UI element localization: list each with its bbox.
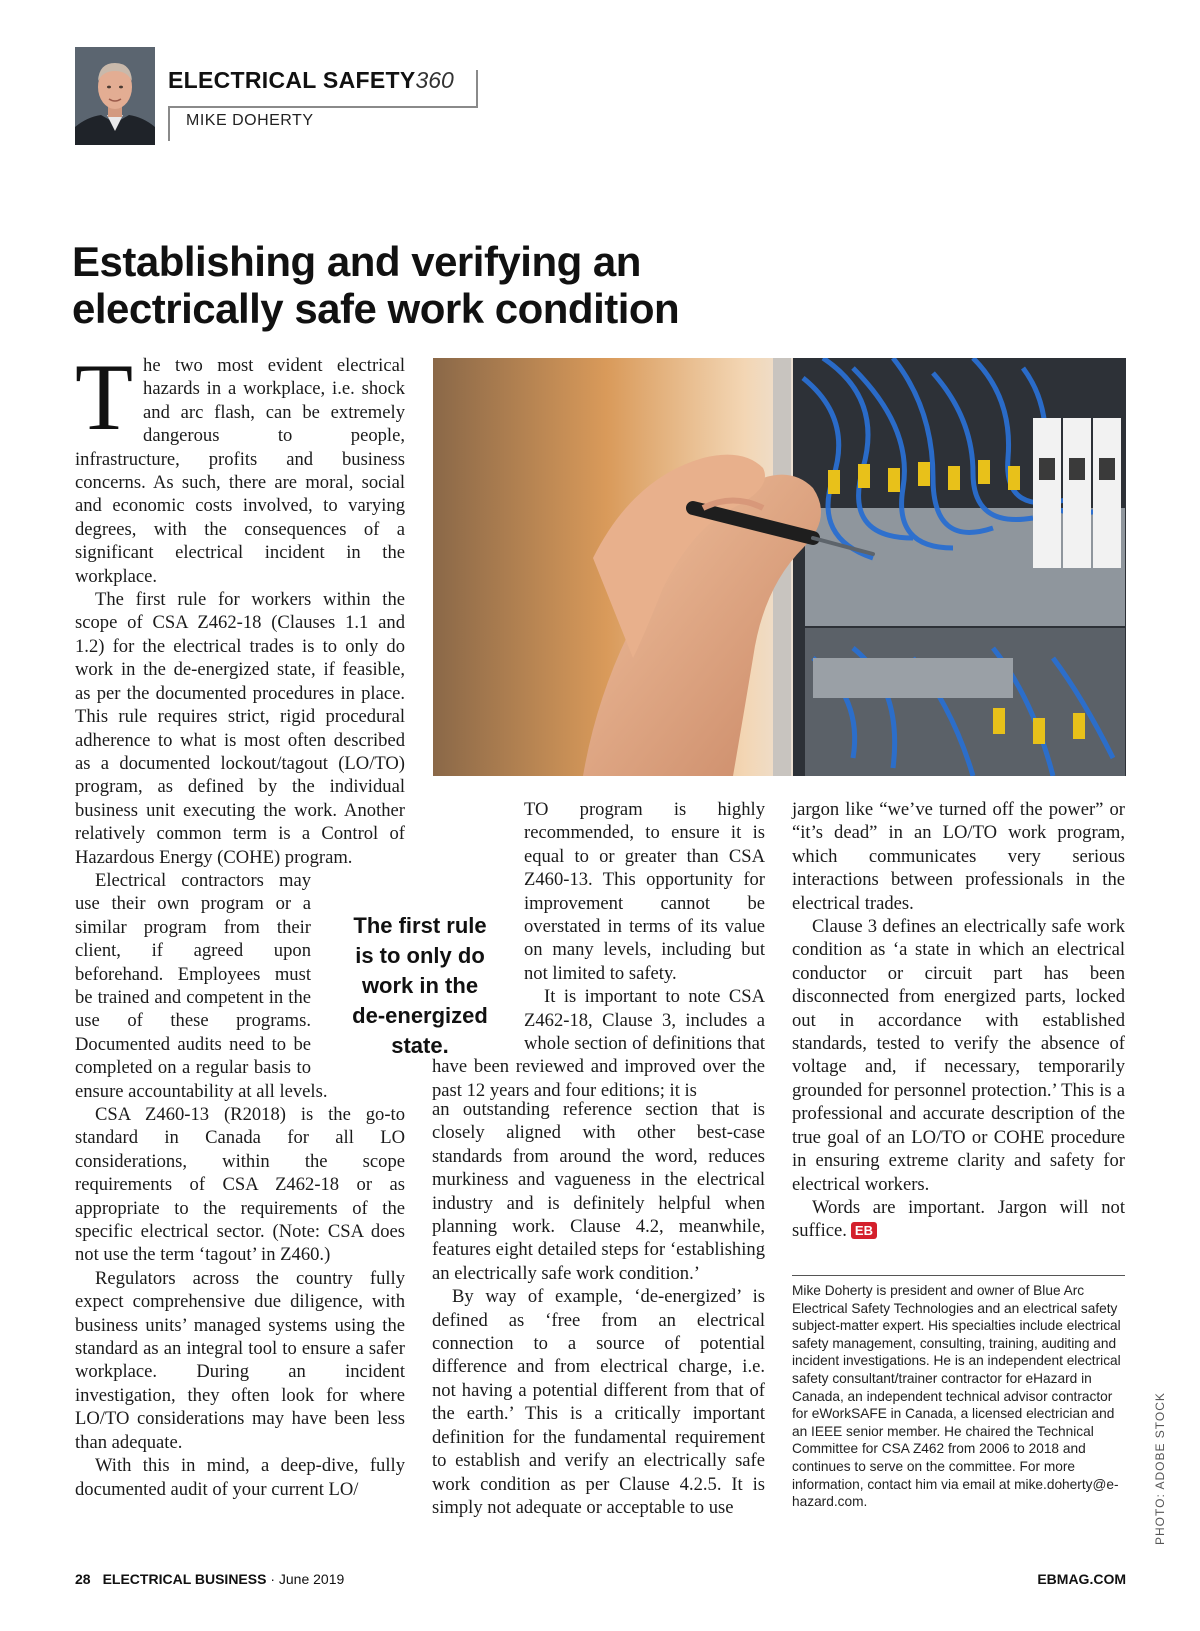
headline-line-2: electrically safe work condition xyxy=(72,285,680,332)
publication-name: ELECTRICAL BUSINESS xyxy=(102,1571,267,1587)
article-paragraph: With this in mind, a deep-dive, fully documented audit of your current LO/ xyxy=(75,1455,405,1500)
article-paragraph: The first rule for workers within the scope of CSA Z462-18 (Clauses 1.1 and 1.2) for the electrical trades is to only do work in the de-energized state, if feasible, as per the documented procedures in place. This rule requires strict, rigid procedural adherence to what is most often described as a documented lockout/tagout (LO/TO) program, as defined by the individual business unit executing the work. Another relatively common term is a Control of Hazardous Energy (COHE) program. xyxy=(75,589,405,868)
issue-date: · June 2019 xyxy=(270,1571,345,1587)
byline-rule xyxy=(168,106,170,141)
author-bio: Mike Doherty is president and owner of Blue Arc Electrical Safety Technologies and an electrical safety subject-matter expert. His specialties include electrical safety management, consulting, training, auditing and incident investigations. He is an independent electrical safety consultant/trainer contractor for eHazard in Canada, an independent technical advisor contractor for eWorkSAFE in Canada, a licensed electrician and an IEEE senior member. He chaired the Technical Committee for CSA Z462 from 2006 to 2018 and continues to serve on the committee. For more information, contact him via email at mike.doherty@e-hazard.com. xyxy=(792,1283,1121,1510)
pull-quote: The first rule is to only do work in the de-energized state. xyxy=(352,913,488,1058)
column-suffix: 360 xyxy=(415,67,454,93)
column-title-divider xyxy=(168,106,478,108)
article-paragraph: an outstanding reference section that is closely aligned with other best-case standards from around the word, reduces murkiness and vagueness in the electrical industry and is definitely helpful when planning work. Clause 4.2, meanwhile, features eight detailed steps for ‘establishing an electrically safe work condition.’ xyxy=(432,1099,765,1284)
paragraph-text: he two most evident electrical hazards in a workplace, i.e. shock and arc flash, can be extremely dangerous to people, infrastructure, profits and business concerns. As such, there are moral, social and economic costs involved, to varying degrees, with the consequences of a significant electrical incident in the workplace. xyxy=(75,355,405,587)
article-paragraph: Clause 3 defines an electrically safe work condition as ‘a state in which an electrical conductor or circuit part has been disconnected from energized parts, locked out in accordance with established standards, tested to verify the absence of voltage and, if necessary, temporarily grounded for personnel protection.’ This is a professional and accurate description of the true goal of an LO/TO or COHE procedure in ensuring extreme clarity and safety for electrical workers. xyxy=(792,916,1125,1195)
website-url: EBMAG.COM xyxy=(1037,1571,1126,1587)
end-mark-badge: EB xyxy=(851,1222,877,1239)
bio-divider xyxy=(792,1275,1125,1276)
page-number: 28 xyxy=(75,1571,91,1587)
headline xyxy=(72,238,1072,332)
article-paragraph: Electrical contractors may use their own program or a similar program from their client, if agreed upon beforehand. Employees must be trained and competent in the use of these programs. Documented audits need to be completed on a regular basis to ensure accountability at all levels. xyxy=(75,869,328,1102)
article-paragraph: TO program is highly recommended, to ensure it is equal to or greater than CSA Z460-13. This opportunity for improvement cannot be overstated in terms of its value on many levels, including but not limited to safety. xyxy=(524,799,765,984)
article-paragraph xyxy=(75,344,405,588)
byline: MIKE DOHERTY xyxy=(186,112,314,129)
article-paragraph: It is important to note CSA Z462-18, Clause 3, includes a whole section of definitions that have been reviewed and improved over the past 12 years and four editions; it is xyxy=(432,986,765,1101)
page-folio xyxy=(75,1571,344,1587)
headline-line-1: Establishing and verifying an xyxy=(72,238,641,285)
author-photo xyxy=(75,47,155,145)
article-paragraph xyxy=(792,1196,1125,1243)
paragraph-text: Words are important. Jargon will not suffice. xyxy=(792,1196,1125,1242)
article-column-2-bottom xyxy=(432,1098,765,1519)
article-column-3 xyxy=(792,798,1125,1243)
article-paragraph: By way of example, ‘de-energized’ is defined as ‘free from an electrical connection to a source of potential difference and from electrical charge, i.e. not having a potential different from that of the earth.’ This is a critically important definition for the fundamental requirement to establish and verify an electrically safe work condition as per Clause 4.2.5. It is simply not adequate or acceptable to use xyxy=(432,1286,765,1518)
drop-cap: T xyxy=(75,344,134,450)
article-paragraph: Regulators across the country fully expect comprehensive due diligence, with business units’ managed systems using the standard as an integral tool to ensure a safer workplace. During an incident investigation, they often look for where LO/TO considerations may have been less than adequate. xyxy=(75,1267,405,1453)
article-paragraph: jargon like “we’ve turned off the power” or “it’s dead” in an LO/TO work program, which communicates very serious interactions between professionals in the electrical trades. xyxy=(792,799,1125,914)
column-name: ELECTRICAL SAFETY xyxy=(168,67,416,93)
column-title xyxy=(168,67,454,94)
column-title-rule xyxy=(476,70,478,108)
article-paragraph: CSA Z460-13 (R2018) is the go-to standard in Canada for all LO considerations, within the scope requirements of CSA Z462-18 or as appropriate to the requirements of the specific electrical sector. (Note: CSA does not use the term ‘tagout’ in Z460.) xyxy=(75,1104,405,1266)
article-photo xyxy=(433,358,1126,776)
photo-credit: PHOTO: ADOBE STOCK xyxy=(1153,1392,1167,1545)
